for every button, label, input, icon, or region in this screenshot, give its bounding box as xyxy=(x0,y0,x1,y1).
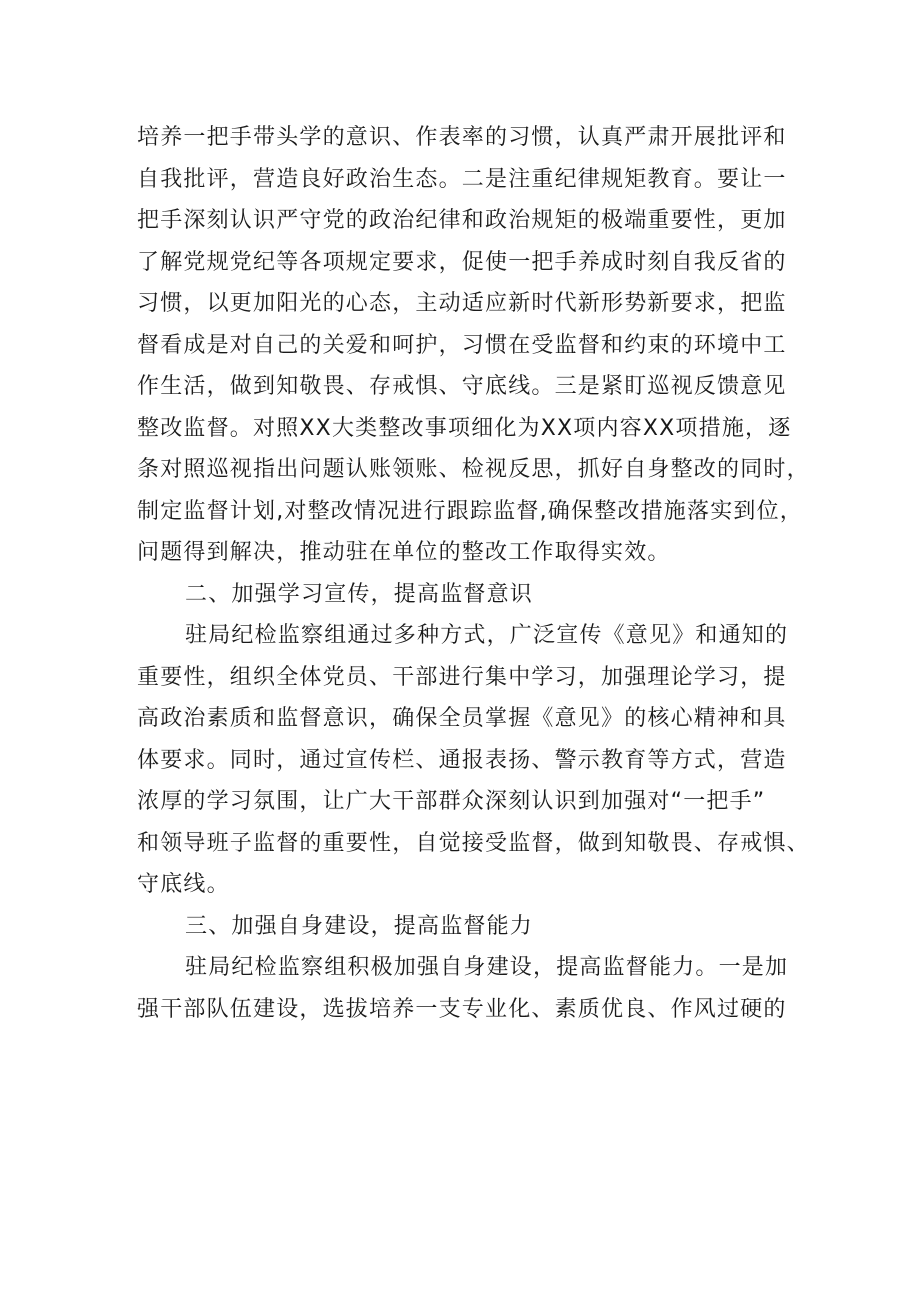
text-line: 督看成是对自己的关爱和呵护，习惯在受监督和约束的环境中工 xyxy=(137,332,787,358)
text-line: 守底线。 xyxy=(137,872,230,897)
text-line: 制定监督计划,对整改情况进行跟踪监督,确保整改措施落实到位， xyxy=(137,498,803,524)
text-line: 三、加强自身建设，提高监督能力 xyxy=(185,913,534,939)
text-line: 自我批评，营造良好政治生态。二是注重纪律规矩教育。要让一 xyxy=(137,166,787,192)
document-body xyxy=(137,117,809,1030)
text-line: 二、加强学习宣传，提高监督意识 xyxy=(185,581,534,607)
text-line: 条对照巡视指出问题认账领账、检视反思，抓好自身整改的同时， xyxy=(137,457,810,482)
text-line: 整改监督。对照XX大类整改事项细化为XX项内容XX项措施，逐 xyxy=(137,415,792,441)
text-line: 和领导班子监督的重要性，自觉接受监督，做到知敬畏、存戒惧、 xyxy=(137,830,810,856)
text-line: 重要性，组织全体党员、干部进行集中学习，加强理论学习，提 xyxy=(137,664,787,690)
text-line: 把手深刻认识严守党的政治纪律和政治规矩的极端重要性，更加 xyxy=(137,208,787,233)
text-line: 问题得到解决，推动驻在单位的整改工作取得实效。 xyxy=(137,540,671,565)
text-line: 驻局纪检监察组通过多种方式，广泛宣传《意见》和通知的 xyxy=(185,623,789,648)
text-line: 驻局纪检监察组积极加强自身建设，提高监督能力。一是加 xyxy=(185,955,789,980)
text-line: 浓厚的学习氛围，让广大干部群众深刻认识到加强对“一把手” xyxy=(137,789,766,814)
text-line: 强干部队伍建设，选拔培养一支专业化、素质优良、作风过硬的 xyxy=(137,996,787,1022)
text-line: 作生活，做到知敬畏、存戒惧、守底线。三是紧盯巡视反馈意见 xyxy=(137,374,787,399)
text-line: 习惯，以更加阳光的心态，主动适应新时代新形势新要求，把监 xyxy=(137,291,787,316)
text-line: 高政治素质和监督意识，确保全员掌握《意见》的核心精神和具 xyxy=(137,706,787,731)
text-line: 培养一把手带头学的意识、作表率的习惯，认真严肃开展批评和 xyxy=(137,125,787,150)
text-line: 体要求。同时，通过宣传栏、通报表扬、警示教育等方式，营造 xyxy=(137,747,787,773)
text-line: 了解党规党纪等各项规定要求，促使一把手养成时刻自我反省的 xyxy=(137,249,787,275)
